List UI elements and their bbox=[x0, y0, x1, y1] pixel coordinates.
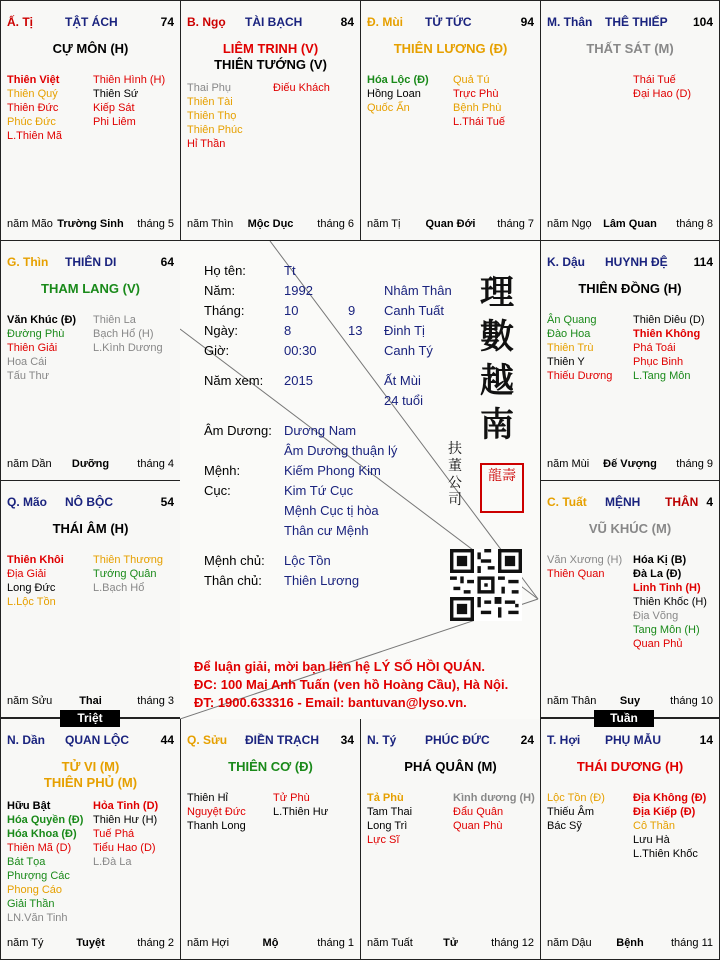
minor-star: Giải Thần bbox=[7, 898, 55, 910]
minor-star: L.Thiên Mã bbox=[7, 130, 63, 142]
left-stars bbox=[367, 73, 429, 115]
palace-branch: Q. Sửu bbox=[187, 733, 228, 747]
right-stars bbox=[93, 799, 158, 869]
palace-branch: N. Tý bbox=[367, 733, 397, 747]
main-star: THÁI DƯƠNG (H) bbox=[576, 759, 684, 774]
minor-star: Thiên Khốc (H) bbox=[633, 596, 707, 608]
minor-star: Thiên Thương bbox=[93, 554, 164, 566]
palace-cell bbox=[540, 480, 720, 718]
main-stars bbox=[1, 281, 180, 297]
main-stars bbox=[181, 41, 360, 73]
palace-branch: M. Thân bbox=[547, 15, 593, 29]
palace-branch: B. Ngọ bbox=[187, 15, 226, 29]
minor-star: Thiên La bbox=[93, 314, 136, 326]
palace-footer bbox=[367, 218, 534, 232]
palace-year: năm Dần bbox=[7, 458, 52, 470]
thang-am-value: 9 bbox=[348, 303, 356, 318]
calligraphy bbox=[480, 271, 514, 447]
main-stars bbox=[1, 521, 180, 537]
minor-star: Đà La (Đ) bbox=[633, 568, 682, 580]
palace-cell bbox=[360, 0, 541, 241]
nam-can-chi: Nhâm Thân bbox=[384, 283, 452, 298]
palace-number: 34 bbox=[340, 733, 354, 747]
palace-name: MỆNH bbox=[605, 495, 641, 509]
palace-number: 94 bbox=[520, 15, 534, 29]
palace-stage: Đế Vượng bbox=[603, 458, 657, 470]
minor-star: L.Thái Tuế bbox=[453, 116, 505, 128]
palace-cell bbox=[540, 718, 720, 960]
palace-branch: N. Dần bbox=[7, 733, 46, 747]
minor-star: Thiên Quan bbox=[547, 568, 605, 580]
main-star: THIÊN ĐỒNG (H) bbox=[578, 281, 682, 296]
am-duong-value: Dương Nam bbox=[284, 423, 357, 438]
palace-stage: Quan Đới bbox=[425, 218, 476, 230]
palace-name: NÔ BỘC bbox=[65, 495, 113, 509]
left-stars bbox=[7, 313, 76, 383]
palace-month: tháng 1 bbox=[317, 937, 354, 949]
ngay-can-chi: Đinh Tị bbox=[384, 323, 425, 338]
minor-star: Trực Phù bbox=[453, 88, 499, 100]
right-stars bbox=[453, 73, 505, 129]
palace-year: năm Dậu bbox=[547, 937, 592, 949]
palace-month: tháng 5 bbox=[137, 218, 174, 230]
minor-star: Thiên Khôi bbox=[7, 554, 64, 566]
minor-star: Hóa Quyền (Đ) bbox=[7, 814, 84, 826]
contact-line-3: ĐT: 1900.633316 - Email: bantuvan@lyso.vn. bbox=[194, 695, 467, 710]
minor-star: Thiên Sứ bbox=[93, 88, 139, 100]
minor-star: LN.Văn Tinh bbox=[7, 912, 68, 924]
cuc-value: Kim Tứ Cục bbox=[284, 483, 354, 498]
minor-star: Phi Liêm bbox=[93, 116, 136, 128]
palace-cell bbox=[0, 0, 181, 241]
ngay-value: 8 bbox=[284, 323, 292, 338]
minor-star: Quả Tú bbox=[453, 74, 490, 86]
minor-star: Thiên Mã (D) bbox=[7, 842, 72, 854]
palace-number: 74 bbox=[160, 15, 174, 29]
minor-star: Địa Không (Đ) bbox=[633, 792, 707, 804]
palace-branch: K. Dậu bbox=[547, 255, 586, 269]
chart-center-info bbox=[180, 241, 540, 719]
palace-footer bbox=[547, 218, 713, 232]
palace-month: tháng 11 bbox=[670, 937, 713, 949]
cuc-note-1: Mệnh Cục tị hòa bbox=[284, 503, 379, 518]
palace-month: tháng 6 bbox=[317, 218, 354, 230]
palace-cell bbox=[540, 240, 720, 481]
calligraphy-char-2: 數 bbox=[480, 317, 514, 357]
minor-star: Điếu Khách bbox=[273, 82, 330, 94]
palace-branch: T. Hợi bbox=[547, 733, 581, 747]
minor-star: Thiên Quý bbox=[7, 88, 58, 100]
palace-year: năm Mão bbox=[7, 218, 53, 230]
palace-stage: Dưỡng bbox=[71, 458, 110, 470]
palace-header bbox=[547, 733, 713, 747]
palace-month: tháng 9 bbox=[676, 458, 713, 470]
palace-year: năm Tuất bbox=[367, 937, 413, 949]
main-star: LIÊM TRINH (V) bbox=[222, 41, 319, 56]
main-star: PHÁ QUÂN (M) bbox=[404, 759, 497, 774]
minor-star: Văn Xương (H) bbox=[547, 554, 623, 566]
main-star: CỰ MÔN (H) bbox=[52, 41, 129, 56]
minor-star: Long Đức bbox=[7, 582, 56, 594]
palace-number: 24 bbox=[520, 733, 534, 747]
minor-star: Tang Môn (H) bbox=[633, 624, 700, 636]
right-stars bbox=[273, 81, 330, 95]
minor-star: Phá Toái bbox=[633, 342, 676, 354]
minor-star: Tướng Quân bbox=[93, 568, 157, 580]
tuan-tag: Tuần bbox=[594, 710, 654, 727]
main-stars bbox=[541, 281, 719, 297]
palace-month: tháng 4 bbox=[137, 458, 174, 470]
minor-star: Thiên Thọ bbox=[187, 110, 237, 122]
palace-year: năm Sửu bbox=[7, 695, 53, 707]
main-star: VŨ KHÚC (M) bbox=[588, 521, 672, 536]
main-star: THẤT SÁT (M) bbox=[586, 41, 674, 56]
palace-header bbox=[547, 255, 713, 269]
gio-can-chi: Canh Tý bbox=[384, 343, 433, 358]
minor-star: Quốc Ấn bbox=[367, 102, 410, 114]
right-stars bbox=[633, 553, 707, 651]
minor-star: Thiếu Âm bbox=[547, 806, 595, 818]
palace-name: TÀI BẠCH bbox=[245, 15, 303, 29]
minor-star: Long Trì bbox=[367, 820, 408, 832]
palace-month: tháng 8 bbox=[676, 218, 713, 230]
palace-footer bbox=[187, 937, 354, 951]
ngay-am-value: 13 bbox=[348, 323, 363, 338]
palace-footer bbox=[547, 695, 713, 709]
minor-star: Thai Phụ bbox=[187, 82, 232, 94]
minor-star: Thiên Hỉ bbox=[187, 792, 228, 804]
minor-star: Phượng Các bbox=[7, 870, 70, 882]
minor-star: Hồng Loan bbox=[367, 88, 421, 100]
minor-star: L.Lộc Tồn bbox=[7, 596, 56, 608]
minor-star: L.Tang Môn bbox=[633, 370, 691, 382]
main-stars bbox=[1, 41, 180, 57]
minor-star: Thiên Đức bbox=[7, 102, 59, 114]
minor-star: Bệnh Phù bbox=[453, 102, 502, 114]
thang-can-chi: Canh Tuất bbox=[384, 303, 444, 318]
main-star: THIÊN PHỦ (M) bbox=[43, 775, 138, 790]
ngay-label: Ngày: bbox=[204, 323, 238, 338]
minor-star: Kình dương (H) bbox=[453, 792, 535, 804]
gio-label: Giờ: bbox=[204, 343, 230, 358]
minor-star: Thiên Trù bbox=[547, 342, 594, 354]
minor-star: Đường Phù bbox=[7, 328, 65, 340]
palace-year: năm Thân bbox=[547, 695, 597, 707]
main-star: THÁI ÂM (H) bbox=[52, 521, 129, 536]
palace-name: HUYNH ĐỆ bbox=[605, 255, 668, 269]
palace-header bbox=[7, 255, 174, 269]
minor-star: Phục Binh bbox=[633, 356, 684, 368]
ho-ten-value: Tt bbox=[284, 263, 296, 278]
palace-footer bbox=[7, 695, 174, 709]
thang-label: Tháng: bbox=[204, 303, 245, 318]
main-stars bbox=[361, 41, 540, 57]
palace-stage: Thai bbox=[79, 695, 102, 707]
am-duong-note: Âm Dương thuận lý bbox=[284, 443, 398, 458]
palace-cell bbox=[180, 718, 361, 960]
minor-star: Quan Phù bbox=[453, 820, 503, 832]
palace-name: ĐIỀN TRẠCH bbox=[245, 733, 319, 747]
minor-star: Tiểu Hao (D) bbox=[93, 842, 156, 854]
menh-chu-label: Mệnh chủ: bbox=[204, 553, 265, 568]
minor-star: Hữu Bật bbox=[7, 800, 51, 812]
palace-header bbox=[187, 15, 354, 29]
minor-star: Địa Giải bbox=[7, 568, 47, 580]
minor-star: Văn Khúc (Đ) bbox=[7, 314, 77, 326]
palace-stage: Lâm Quan bbox=[603, 218, 657, 230]
palace-name: PHỤ MẪU bbox=[605, 733, 661, 747]
minor-star: Kiếp Sát bbox=[93, 102, 135, 114]
palace-header bbox=[7, 495, 174, 509]
gio-value: 00:30 bbox=[284, 343, 317, 358]
palace-cell bbox=[0, 480, 181, 718]
palace-branch: G. Thìn bbox=[7, 255, 49, 269]
main-star: THAM LANG (V) bbox=[41, 281, 140, 296]
palace-name: TẬT ÁCH bbox=[65, 15, 118, 29]
contact-line-2: ĐC: 100 Mai Anh Tuấn (ven hồ Hoàng Cầu), Hà Nội. bbox=[194, 677, 509, 692]
palace-name: QUAN LỘC bbox=[65, 733, 129, 747]
right-stars bbox=[633, 791, 706, 861]
menh-chu-value: Lộc Tồn bbox=[284, 553, 331, 568]
palace-number: 64 bbox=[160, 255, 174, 269]
minor-star: Hóa Kị (B) bbox=[633, 554, 687, 566]
than-chu-label: Thân chủ: bbox=[204, 573, 262, 588]
palace-header bbox=[547, 15, 713, 29]
minor-star: Thiên Tài bbox=[187, 96, 233, 108]
palace-stage: Mộ bbox=[262, 937, 279, 949]
main-star: THIÊN LƯƠNG (Đ) bbox=[393, 41, 508, 56]
minor-star: Tử Phù bbox=[273, 792, 310, 804]
minor-star: Thiên Việt bbox=[7, 74, 60, 86]
cuc-note-2: Thân cư Mệnh bbox=[284, 523, 369, 538]
minor-star: Đào Hoa bbox=[547, 328, 591, 340]
minor-star: Linh Tinh (H) bbox=[633, 582, 701, 594]
palace-stage: Bệnh bbox=[616, 937, 644, 949]
palace-number: 84 bbox=[340, 15, 354, 29]
left-stars bbox=[547, 791, 605, 833]
right-stars bbox=[93, 73, 165, 129]
palace-footer bbox=[547, 937, 713, 951]
minor-star: Lưu Hà bbox=[633, 834, 670, 846]
palace-cell bbox=[0, 718, 181, 960]
minor-star: Đại Hao (D) bbox=[633, 88, 692, 100]
calligraphy-char-1: 理 bbox=[480, 273, 514, 313]
minor-star: L.Bạch Hổ bbox=[93, 582, 145, 594]
main-star: TỬ VI (M) bbox=[61, 759, 120, 774]
palace-number: 104 bbox=[692, 15, 713, 29]
minor-star: Lực Sĩ bbox=[367, 834, 400, 846]
palace-branch: Q. Mão bbox=[7, 495, 48, 509]
than-chu-value: Thiên Lương bbox=[284, 573, 360, 588]
calligraphy-char-3: 越 bbox=[480, 361, 514, 401]
palace-number: 44 bbox=[160, 733, 174, 747]
ho-ten-label: Họ tên: bbox=[204, 263, 246, 278]
right-stars bbox=[93, 553, 163, 595]
minor-star: Thiên Phúc bbox=[187, 124, 243, 136]
main-star: THIÊN CƠ (Đ) bbox=[228, 759, 313, 774]
main-stars bbox=[541, 521, 719, 537]
main-stars bbox=[361, 759, 540, 775]
minor-star: Thiên Y bbox=[547, 356, 585, 368]
palace-header bbox=[7, 733, 174, 747]
main-stars bbox=[541, 759, 719, 775]
minor-star: Tả Phù bbox=[367, 792, 404, 804]
palace-footer bbox=[7, 218, 174, 232]
palace-footer bbox=[7, 458, 174, 472]
triet-tag: Triệt bbox=[60, 710, 120, 727]
than-marker: THÂN bbox=[665, 495, 699, 509]
palace-header bbox=[187, 733, 354, 747]
palace-header bbox=[7, 15, 174, 29]
minor-star: L.Kình Dương bbox=[93, 342, 163, 354]
palace-branch: Đ. Mùi bbox=[367, 15, 403, 29]
calligraphy-small: 扶董公司 bbox=[448, 441, 462, 508]
right-stars bbox=[633, 313, 705, 383]
main-stars bbox=[541, 41, 719, 57]
palace-footer bbox=[547, 458, 713, 472]
palace-name: PHÚC ĐỨC bbox=[425, 733, 490, 747]
palace-cell bbox=[180, 0, 361, 241]
palace-year: năm Ngọ bbox=[547, 218, 592, 230]
palace-cell bbox=[360, 718, 541, 960]
left-stars bbox=[367, 791, 412, 847]
minor-star: Thiên Giải bbox=[7, 342, 58, 354]
palace-month: tháng 7 bbox=[497, 218, 534, 230]
minor-star: Hóa Khoa (Đ) bbox=[7, 828, 77, 840]
tuoi-value: 24 tuổi bbox=[384, 393, 424, 408]
minor-star: Quan Phủ bbox=[633, 638, 683, 650]
left-stars bbox=[7, 553, 64, 609]
minor-star: Lộc Tồn (Đ) bbox=[547, 792, 605, 804]
am-duong-label: Âm Dương: bbox=[204, 423, 272, 438]
left-stars bbox=[7, 799, 83, 925]
thang-value: 10 bbox=[284, 303, 299, 318]
cuc-label: Cục: bbox=[204, 483, 231, 498]
minor-star: L.Thiên Khốc bbox=[633, 848, 698, 860]
minor-star: Tam Thai bbox=[367, 806, 413, 818]
palace-stage: Tuyệt bbox=[76, 937, 105, 949]
minor-star: Thiên Hình (H) bbox=[93, 74, 166, 86]
minor-star: Bạch Hổ (H) bbox=[93, 328, 154, 340]
contact-line-1: Để luận giải, mời bạn liên hệ LÝ SỐ HỒI QUÁN. bbox=[194, 659, 485, 674]
qr-code-icon bbox=[450, 549, 522, 621]
palace-year: năm Hợi bbox=[187, 937, 230, 949]
palace-footer bbox=[7, 937, 174, 951]
minor-star: Phong Cáo bbox=[7, 884, 63, 896]
palace-name: THÊ THIẾP bbox=[605, 15, 668, 29]
minor-star: Hỉ Thần bbox=[187, 138, 226, 150]
nam-xem-can-chi: Ất Mùi bbox=[384, 373, 421, 388]
menh-label: Mệnh: bbox=[204, 463, 241, 478]
minor-star: Đẩu Quân bbox=[453, 806, 504, 818]
minor-star: L.Thiên Hư bbox=[273, 806, 329, 818]
palace-header bbox=[547, 495, 713, 509]
minor-star: Thanh Long bbox=[187, 820, 246, 832]
minor-star: Cô Thần bbox=[633, 820, 675, 832]
minor-star: Bác Sỹ bbox=[547, 820, 582, 832]
minor-star: Địa Kiếp (Đ) bbox=[633, 806, 696, 818]
main-star: THIÊN TƯỚNG (V) bbox=[214, 57, 327, 72]
red-seal-stamp: 龍壽 bbox=[480, 463, 524, 513]
minor-star: Hóa Lộc (Đ) bbox=[367, 74, 429, 86]
left-stars bbox=[547, 313, 612, 383]
right-stars bbox=[93, 313, 163, 355]
left-stars bbox=[187, 791, 246, 833]
minor-star: Bát Tọa bbox=[7, 856, 46, 868]
minor-star: Phúc Đức bbox=[7, 116, 56, 128]
minor-star: Thiên Diêu (D) bbox=[633, 314, 705, 326]
menh-value: Kiếm Phong Kim bbox=[284, 463, 381, 478]
palace-footer bbox=[367, 937, 534, 951]
minor-star: Thiên Không bbox=[633, 328, 701, 340]
palace-number: 114 bbox=[693, 255, 713, 269]
main-stars bbox=[181, 759, 360, 775]
palace-cell bbox=[0, 240, 181, 481]
palace-year: năm Mùi bbox=[547, 458, 590, 470]
minor-star: Ân Quang bbox=[547, 314, 597, 326]
minor-star: Địa Võng bbox=[633, 610, 679, 622]
palace-stage: Mộc Dục bbox=[247, 218, 294, 230]
palace-footer bbox=[187, 218, 354, 232]
palace-month: tháng 12 bbox=[491, 937, 534, 949]
minor-star: L.Đà La bbox=[93, 856, 132, 868]
minor-star: Thiếu Dương bbox=[547, 370, 613, 382]
palace-number: 54 bbox=[160, 495, 174, 509]
palace-month: tháng 2 bbox=[137, 937, 174, 949]
palace-month: tháng 3 bbox=[137, 695, 174, 707]
right-stars bbox=[633, 73, 691, 101]
right-stars bbox=[453, 791, 535, 833]
palace-stage: Tử bbox=[443, 937, 458, 949]
palace-number: 4 bbox=[706, 495, 713, 509]
minor-star: Thái Tuế bbox=[633, 74, 676, 86]
palace-year: năm Tị bbox=[367, 218, 401, 230]
palace-stage: Suy bbox=[619, 695, 641, 707]
main-stars bbox=[1, 759, 180, 791]
palace-header bbox=[367, 733, 534, 747]
palace-year: năm Tý bbox=[7, 937, 44, 949]
right-stars bbox=[273, 791, 328, 819]
palace-name: THIÊN DI bbox=[65, 255, 117, 269]
left-stars bbox=[187, 81, 243, 151]
palace-number: 14 bbox=[699, 733, 713, 747]
palace-year: năm Thìn bbox=[187, 218, 234, 230]
left-stars bbox=[7, 73, 62, 143]
palace-branch: C. Tuất bbox=[547, 495, 587, 509]
minor-star: Tấu Thư bbox=[7, 370, 50, 382]
minor-star: Nguyệt Đức bbox=[187, 806, 246, 818]
nam-label: Năm: bbox=[204, 283, 236, 298]
left-stars bbox=[547, 553, 622, 581]
minor-star: Thiên Hư (H) bbox=[93, 814, 158, 826]
palace-branch: Ấ. Tị bbox=[7, 15, 33, 29]
nam-value: 1992 bbox=[284, 283, 313, 298]
palace-cell bbox=[540, 0, 720, 241]
palace-name: TỬ TỨC bbox=[425, 15, 472, 29]
minor-star: Hoa Cái bbox=[7, 356, 47, 368]
minor-star: Tuế Phá bbox=[93, 828, 135, 840]
nam-xem-value: 2015 bbox=[284, 373, 313, 388]
palace-header bbox=[367, 15, 534, 29]
palace-month: tháng 10 bbox=[670, 695, 713, 707]
nam-xem-label: Năm xem: bbox=[204, 373, 264, 388]
palace-stage: Trường Sinh bbox=[57, 218, 124, 230]
calligraphy-char-4: 南 bbox=[480, 405, 514, 445]
minor-star: Hỏa Tinh (D) bbox=[93, 800, 159, 812]
